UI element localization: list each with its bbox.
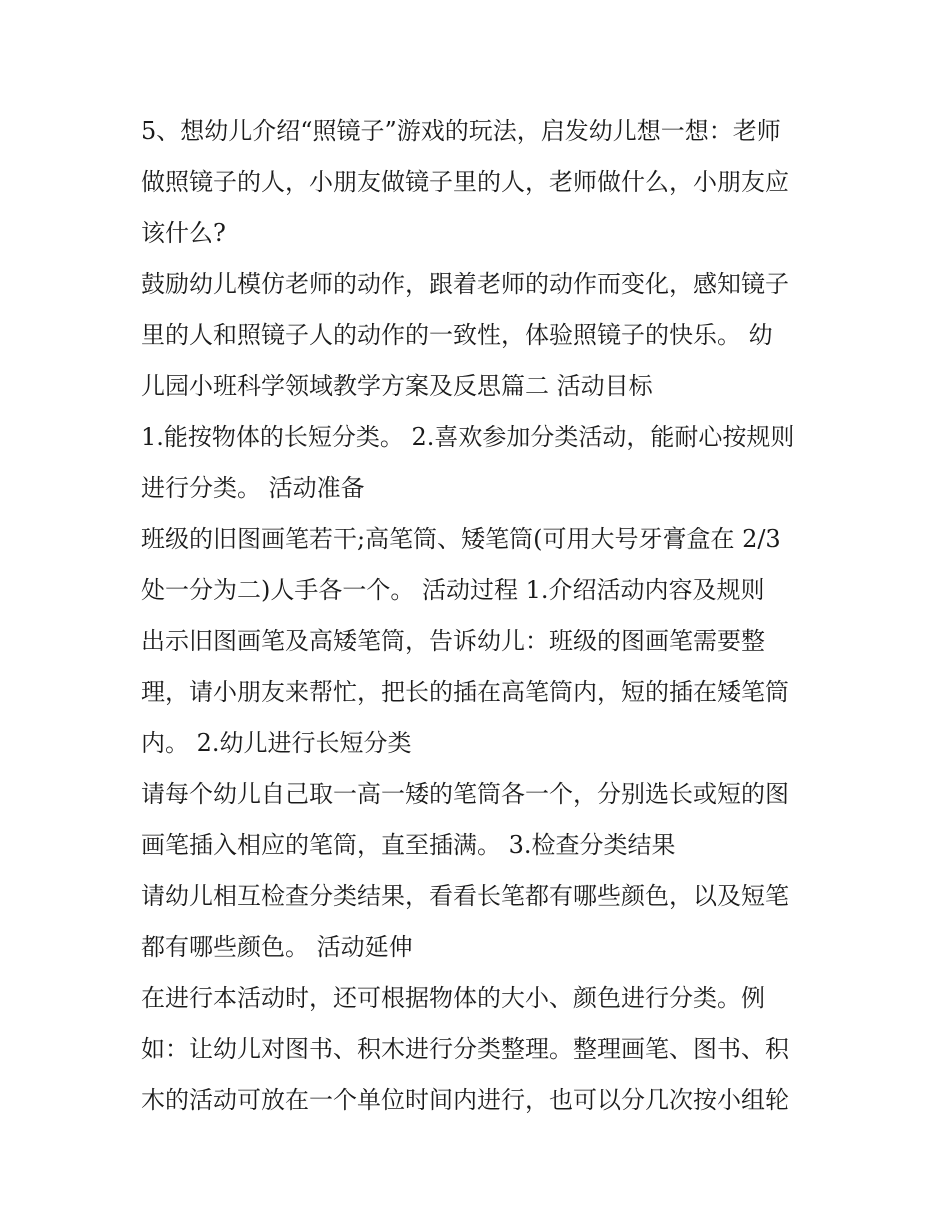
text-line: 木的活动可放在一个单位时间内进行，也可以分几次按小组轮 <box>141 1086 789 1114</box>
text-line: 在进行本活动时，还可根据物体的大小、颜色进行分类。例 <box>141 984 765 1012</box>
text-line: 鼓励幼儿模仿老师的动作，跟着老师的动作而变化，感知镜子 <box>141 270 789 298</box>
text-line: 1.能按物体的长短分类。 2.喜欢参加分类活动，能耐心按规则 <box>141 423 795 451</box>
text-line: 班级的旧图画笔若干;高笔筒、矮笔筒(可用大号牙膏盒在 2/3 <box>141 525 781 553</box>
text-line: 进行分类。 活动准备 <box>141 474 365 502</box>
text-line: 该什么? <box>141 219 226 247</box>
text-line: 出示旧图画笔及高矮笔筒，告诉幼儿：班级的图画笔需要整 <box>141 627 765 655</box>
document-body <box>141 106 821 1126</box>
text-line: 内。 2.幼儿进行长短分类 <box>141 729 412 757</box>
text-line: 如：让幼儿对图书、积木进行分类整理。整理画笔、图书、积 <box>141 1035 789 1063</box>
text-line: 里的人和照镜子人的动作的一致性，体验照镜子的快乐。 幼 <box>141 321 773 349</box>
text-line: 都有哪些颜色。 活动延伸 <box>141 933 413 961</box>
text-line: 儿园小班科学领域教学方案及反思篇二 活动目标 <box>141 372 653 400</box>
text-line: 处一分为二)人手各一个。 活动过程 1.介绍活动内容及规则 <box>141 576 765 604</box>
text-line: 5、想幼儿介绍“照镜子”游戏的玩法，启发幼儿想一想：老师 <box>141 117 781 145</box>
text-line: 理，请小朋友来帮忙，把长的插在高笔筒内，短的插在矮笔筒 <box>141 678 789 706</box>
text-line: 做照镜子的人，小朋友做镜子里的人，老师做什么，小朋友应 <box>141 168 789 196</box>
text-line: 画笔插入相应的笔筒，直至插满。 3.检查分类结果 <box>141 831 676 859</box>
text-line: 请幼儿相互检查分类结果，看看长笔都有哪些颜色，以及短笔 <box>141 882 789 910</box>
text-line: 请每个幼儿自己取一高一矮的笔筒各一个，分别选长或短的图 <box>141 780 789 808</box>
